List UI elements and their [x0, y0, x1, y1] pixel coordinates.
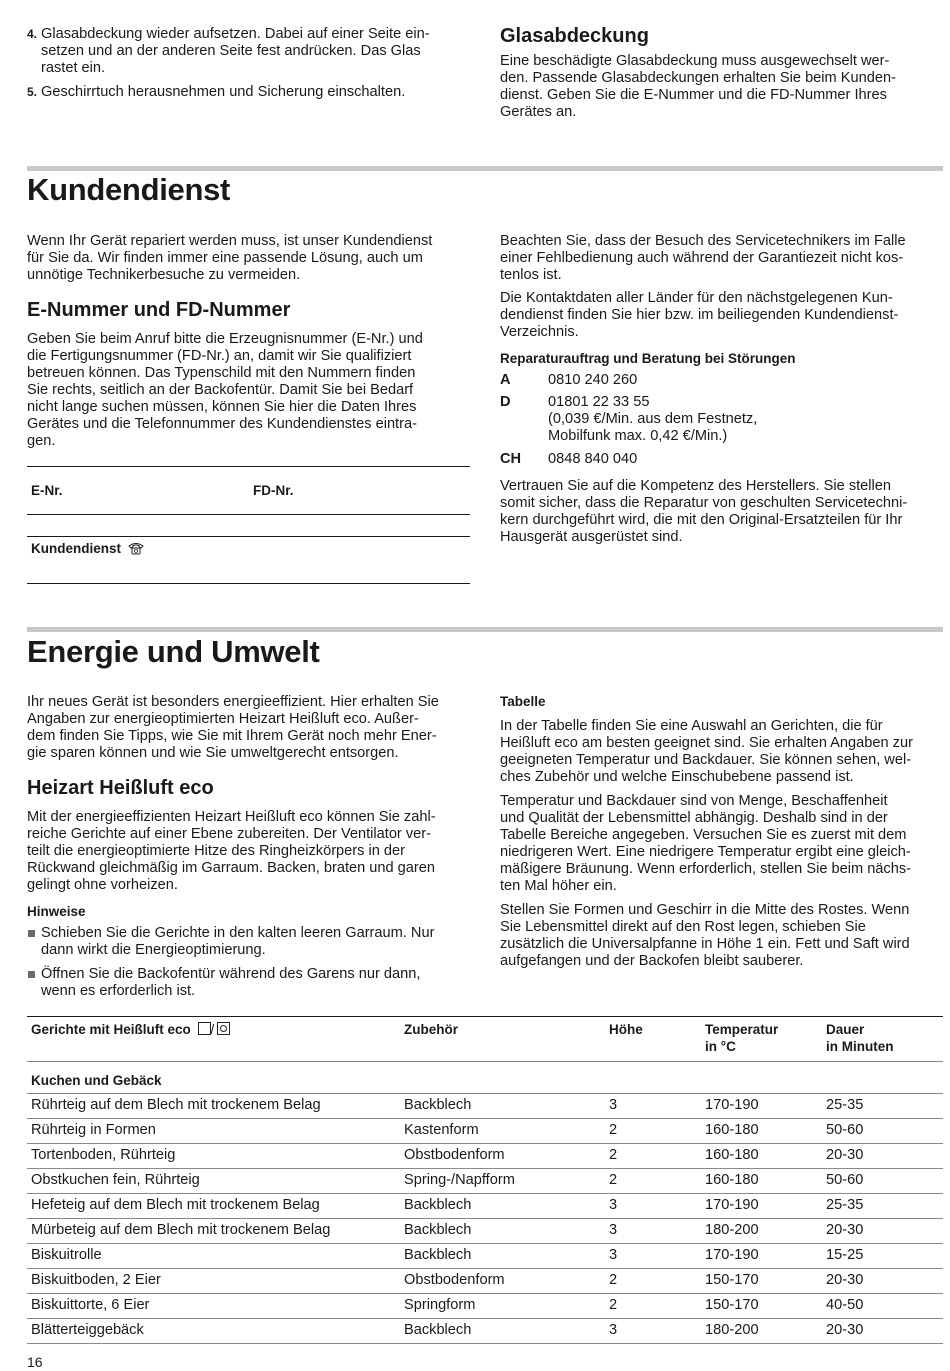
- cell: Biskuittorte, 6 Eier: [27, 1294, 400, 1319]
- cell: 50-60: [822, 1119, 943, 1144]
- cell: 3: [605, 1194, 701, 1219]
- table-row: [27, 1294, 943, 1319]
- enr-heading: E-Nummer und FD-Nummer: [27, 299, 291, 321]
- cell: 50-60: [822, 1169, 943, 1194]
- hinweis-item: [27, 925, 472, 959]
- cell: Obstbodenform: [400, 1269, 605, 1294]
- kundendienst-heading: Kundendienst: [27, 172, 231, 207]
- section-rule: [27, 627, 943, 632]
- page-number: 16: [27, 1354, 43, 1370]
- cell: 2: [605, 1294, 701, 1319]
- heizart-text: Mit der energieeffizienten Heizart Heißluft eco können Sie zahl- reiche Gerichte auf einer Ebene zubereiten. Der Ventilator ver- teilt die energieoptimierte Hitze des Ringheizkörpers in der Rückwand gleichmäßig im Garraum. Backen, braten und garen gelingt ohne vorheizen.: [27, 809, 436, 893]
- cell: 3: [605, 1094, 701, 1119]
- cell: Blätterteiggebäck: [27, 1319, 400, 1344]
- glasabdeckung-heading: Glasabdeckung: [500, 25, 649, 47]
- phone-row-a: [500, 372, 940, 389]
- cell: 150-170: [701, 1294, 822, 1319]
- tabelle-heading: Tabelle: [500, 694, 546, 709]
- phone-row-d: [500, 394, 940, 445]
- cell: 20-30: [822, 1219, 943, 1244]
- cell: 3: [605, 1319, 701, 1344]
- cell: 2: [605, 1119, 701, 1144]
- cell: Springform: [400, 1294, 605, 1319]
- col-header-temperatur: Temperatur in °C: [701, 1017, 822, 1062]
- cell: Rührteig in Formen: [27, 1119, 400, 1144]
- cell: Backblech: [400, 1219, 605, 1244]
- col-header-hoehe: Höhe: [605, 1017, 701, 1062]
- trust-text: Vertrauen Sie auf die Kompetenz des Herstellers. Sie stellen somit sicher, dass die Reparatur von geschulten Servicetechni- kern durchgeführt wird, die mit den Original-Ersatzteilen für Ihr Hausgerät ausgerüstet sind.: [500, 478, 908, 545]
- hinweis-item: [27, 966, 472, 1000]
- table-row: [27, 1319, 943, 1344]
- tabelle-p3: Stellen Sie Formen und Geschirr in die Mitte des Rostes. Wenn Sie Lebensmittel direkt auf den Rost legen, schieben Sie zusätzlich die Universalpfanne in Höhe 1 ein. Fett und Saft wird aufgefangen und der Backofen bleibt sauberer.: [500, 902, 910, 969]
- service-label-row: [31, 541, 144, 556]
- col-header-zubehoer: Zubehör: [400, 1017, 605, 1062]
- cell: 20-30: [822, 1144, 943, 1169]
- table-row: [27, 1269, 943, 1294]
- hinweis-text: Schieben Sie die Gerichte in den kalten leeren Garraum. Nur dann wirkt die Energieoptimierung.: [41, 925, 435, 958]
- hinweise-heading: Hinweise: [27, 904, 86, 919]
- recipe-table: [27, 1016, 943, 1344]
- phone-number: 0848 840 040: [548, 451, 638, 467]
- phone-number: 0810 240 260: [548, 372, 638, 388]
- step-text: Glasabdeckung wieder aufsetzen. Dabei auf einer Seite ein- setzen und an der anderen Seite fest andrücken. Das Glas rastet ein.: [41, 26, 430, 76]
- form-line: [27, 466, 470, 467]
- cell: Rührteig auf dem Blech mit trockenem Belag: [27, 1094, 400, 1119]
- repair-heading: Reparaturauftrag und Beratung bei Störungen: [500, 351, 796, 366]
- cell: 160-180: [701, 1169, 822, 1194]
- service-note: Beachten Sie, dass der Besuch des Servicetechnikers im Falle einer Fehlbedienung auch während der Garantiezeit nicht kos- tenlos ist.: [500, 233, 906, 283]
- tabelle-p2: Temperatur und Backdauer sind von Menge, Beschaffenheit und Qualität der Lebensmittel abhängig. Deshalb sind in der Tabelle Bereiche angegeben. Versuchen Sie es zuerst mit dem niedrigeren Wert. Eine niedrigere Temperatur ergibt eine gleich- mäßigere Bräunung. Wenn erforderlich, stellen Sie beim nächs- ten Mal höher ein.: [500, 793, 911, 894]
- table-header-row: [27, 1017, 943, 1062]
- cell: 160-180: [701, 1119, 822, 1144]
- service-label: Kundendienst: [31, 541, 121, 556]
- cell: 40-50: [822, 1294, 943, 1319]
- cell: 3: [605, 1219, 701, 1244]
- cell: Mürbeteig auf dem Blech mit trockenem Belag: [27, 1219, 400, 1244]
- phone-row-ch: [500, 451, 940, 468]
- cell: 160-180: [701, 1144, 822, 1169]
- cell: 25-35: [822, 1094, 943, 1119]
- cell: 170-190: [701, 1244, 822, 1269]
- table-group-row: [27, 1062, 943, 1094]
- cell: Biskuitrolle: [27, 1244, 400, 1269]
- cell: Obstbodenform: [400, 1144, 605, 1169]
- cell: 170-190: [701, 1094, 822, 1119]
- cell: 150-170: [701, 1269, 822, 1294]
- col-header-dauer: Dauer in Minuten: [822, 1017, 943, 1062]
- contact-note: Die Kontaktdaten aller Länder für den nächstgelegenen Kun- dendienst finden Sie hier bzw. im beiliegenden Kundendienst- Verzeichnis.: [500, 290, 899, 340]
- cell: 170-190: [701, 1194, 822, 1219]
- enr-label: E-Nr.: [31, 483, 63, 498]
- cell: 2: [605, 1269, 701, 1294]
- cell: 20-30: [822, 1269, 943, 1294]
- cell: Kastenform: [400, 1119, 605, 1144]
- cell: 180-200: [701, 1219, 822, 1244]
- hot-air-eco-icon: [198, 1022, 211, 1035]
- step-5: [27, 84, 457, 101]
- tabelle-p1: In der Tabelle finden Sie eine Auswahl an Gerichten, die für Heißluft eco am besten geeignet sind. Sie erhalten Angaben zur geeigneten Temperatur und Backdauer. Sie können sehen, wel- ches Zubehör und welche Einschubebene passend ist.: [500, 718, 913, 785]
- step-number: 4.: [27, 27, 38, 41]
- step-text: Geschirrtuch herausnehmen und Sicherung einschalten.: [41, 84, 406, 100]
- cell: Spring-/Napfform: [400, 1169, 605, 1194]
- country-code: CH: [500, 451, 522, 467]
- cell: 2: [605, 1144, 701, 1169]
- phone-number: 01801 22 33 55 (0,039 €/Min. aus dem Festnetz, Mobilfunk max. 0,42 €/Min.): [548, 394, 758, 444]
- cell: Backblech: [400, 1319, 605, 1344]
- country-code: A: [500, 372, 511, 388]
- form-line: [27, 514, 470, 515]
- step-number: 5.: [27, 85, 38, 99]
- kundendienst-intro: Wenn Ihr Gerät repariert werden muss, ist unser Kundendienst für Sie da. Wir finden immer eine passende Lösung, auch um unnötige Technikerbesuche zu vermeiden.: [27, 233, 433, 283]
- form-line: [27, 583, 470, 584]
- eco-icon: [217, 1022, 230, 1035]
- form-line: [27, 536, 470, 537]
- table-row: [27, 1194, 943, 1219]
- glasabdeckung-text: Eine beschädigte Glasabdeckung muss ausgewechselt wer- den. Passende Glasabdeckungen erhalten Sie beim Kunden- dienst. Geben Sie die E-Nummer und die FD-Nummer Ihres Gerätes an.: [500, 53, 896, 120]
- table-row: [27, 1094, 943, 1119]
- cell: Obstkuchen fein, Rührteig: [27, 1169, 400, 1194]
- cell: Backblech: [400, 1194, 605, 1219]
- cell: Hefeteig auf dem Blech mit trockenem Belag: [27, 1194, 400, 1219]
- energie-heading: Energie und Umwelt: [27, 634, 320, 669]
- cell: 2: [605, 1169, 701, 1194]
- col-header-gerichte: Gerichte mit Heißluft eco /: [27, 1017, 400, 1062]
- table-row: [27, 1219, 943, 1244]
- hinweis-text: Öffnen Sie die Backofentür während des Garens nur dann, wenn es erforderlich ist.: [41, 966, 421, 999]
- cell: Backblech: [400, 1244, 605, 1269]
- telephone-icon: [128, 542, 144, 555]
- section-rule: [27, 166, 943, 171]
- header-label: Gerichte mit Heißluft eco: [31, 1022, 191, 1037]
- table-row: [27, 1169, 943, 1194]
- cell: 15-25: [822, 1244, 943, 1269]
- country-code: D: [500, 394, 511, 410]
- cell: Tortenboden, Rührteig: [27, 1144, 400, 1169]
- table-row: [27, 1119, 943, 1144]
- cell: Backblech: [400, 1094, 605, 1119]
- cell: 180-200: [701, 1319, 822, 1344]
- bullet-marker: [28, 930, 35, 937]
- enr-text: Geben Sie beim Anruf bitte die Erzeugnisnummer (E-Nr.) und die Fertigungsnummer (FD-Nr.) an, damit wir Sie qualifiziert betreuen können. Das Typenschild mit den Nummern finden Sie rechts, seitlich an der Backofentür. Damit Sie bei Bedarf nicht lange suchen müssen, können Sie hier die Daten Ihres Gerätes und die Telefonnummer des Kundendienstes eintra- gen.: [27, 331, 423, 449]
- cell: 20-30: [822, 1319, 943, 1344]
- cell: Biskuitboden, 2 Eier: [27, 1269, 400, 1294]
- cell: 25-35: [822, 1194, 943, 1219]
- step-4: [27, 26, 457, 77]
- group-label: Kuchen und Gebäck: [27, 1062, 943, 1094]
- energie-intro: Ihr neues Gerät ist besonders energieeffizient. Hier erhalten Sie Angaben zur energieoptimierten Heizart Heißluft eco. Außer- dem finden Sie Tipps, wie Sie mit Ihrem Gerät noch mehr Ener- gie sparen können und wie Sie umweltgerecht entsorgen.: [27, 694, 439, 761]
- table-row: [27, 1144, 943, 1169]
- table-row: [27, 1244, 943, 1269]
- fdnr-label: FD-Nr.: [253, 483, 294, 498]
- heizart-heading: Heizart Heißluft eco: [27, 777, 214, 799]
- cell: 3: [605, 1244, 701, 1269]
- bullet-marker: [28, 971, 35, 978]
